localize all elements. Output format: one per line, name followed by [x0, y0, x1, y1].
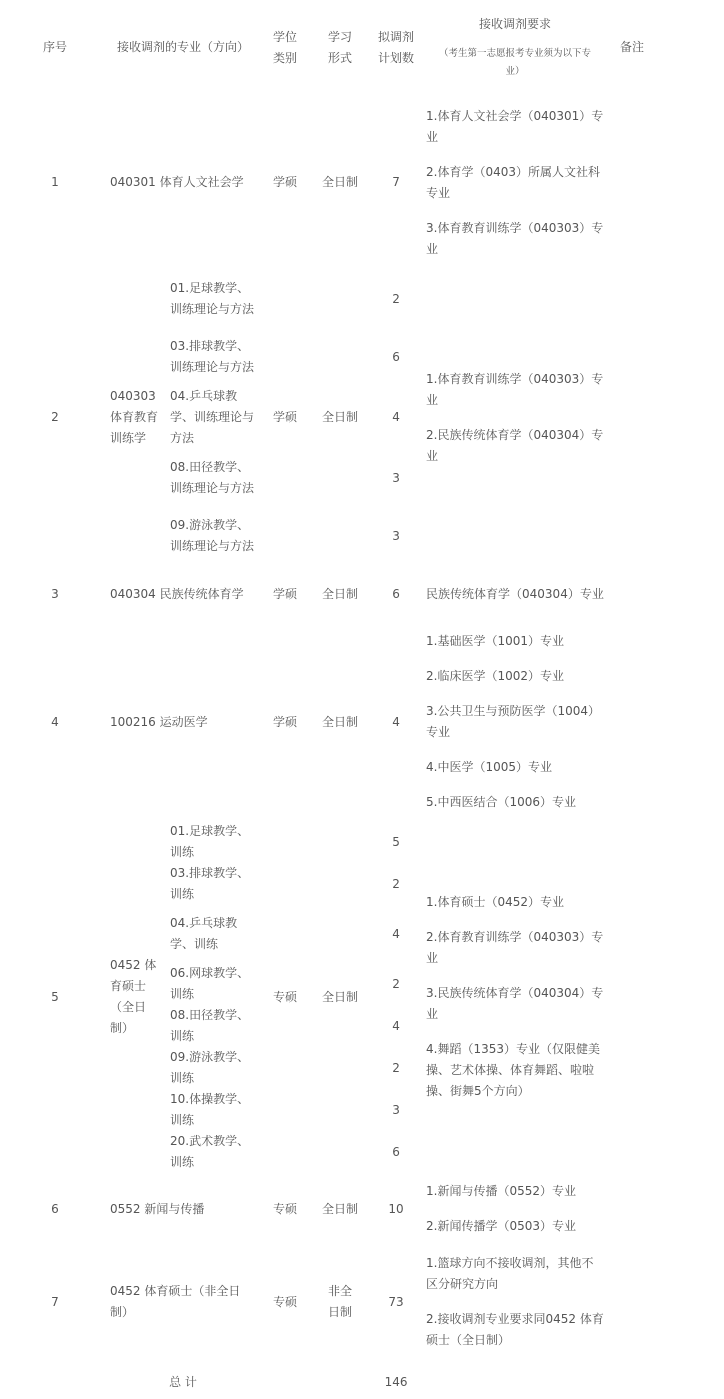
- row-count: 7: [392, 175, 400, 189]
- row-mode: 全日制: [322, 586, 359, 601]
- requirement-item: 2.民族传统体育学（040304）专业: [426, 427, 604, 463]
- direction-count: 6: [392, 1144, 400, 1159]
- direction-item: 03.排球教学、训练理论与方法: [170, 339, 255, 374]
- row-requirements: [426, 270, 604, 565]
- direction-count: 6: [392, 349, 400, 364]
- direction-item: 01.足球教学、训练: [170, 824, 250, 859]
- row-count: 10: [388, 1201, 404, 1216]
- requirement-item: 1.体育人文社会学（040301）专业: [426, 108, 604, 144]
- row-major: 100216 运动医学: [110, 714, 208, 729]
- direction-count: 4: [392, 926, 400, 941]
- table-row: [0, 821, 660, 863]
- row-requirements: [426, 565, 604, 623]
- row-requirements: [426, 821, 604, 1173]
- direction-count: 3: [392, 470, 400, 485]
- row-mode: 全日制: [322, 175, 359, 189]
- table-row: [0, 95, 660, 270]
- row-no: 3: [51, 586, 59, 601]
- header-major: 接收调剂的专业（方向）: [117, 40, 250, 54]
- row-major: 040303 体育教育训练学: [110, 389, 159, 445]
- row-remark: [604, 623, 660, 821]
- row-remark: [604, 821, 660, 1173]
- requirement-item: 4.中医学（1005）专业: [426, 760, 553, 774]
- row-no: 5: [51, 989, 59, 1004]
- direction-count: 4: [392, 1018, 400, 1033]
- row-no: 6: [51, 1201, 59, 1216]
- direction-item: 10.体操教学、训练: [170, 1092, 250, 1127]
- row-remark: [604, 270, 660, 565]
- total-label: 总 计: [169, 1374, 197, 1389]
- row-remark: [604, 1245, 660, 1359]
- row-no: 4: [51, 714, 59, 729]
- requirement-item: 3.公共卫生与预防医学（1004）专业: [426, 704, 601, 739]
- requirement-item: 1.新闻与传播（0552）专业: [426, 1184, 577, 1198]
- direction-count: 5: [392, 834, 400, 849]
- direction-item: 09.游泳教学、训练: [170, 1050, 250, 1085]
- total-empty-remark: [604, 1359, 660, 1399]
- direction-count: 3: [392, 528, 400, 543]
- total-empty-mode: [314, 1359, 366, 1399]
- direction-count: 2: [392, 876, 400, 891]
- row-remark: [604, 565, 660, 623]
- row-major: 0552 新闻与传播: [110, 1201, 205, 1216]
- requirement-item: 5.中西医结合（1006）专业: [426, 795, 577, 809]
- header-requirements-note: （考生第一志愿报考专业须为以下专业）: [439, 48, 592, 77]
- row-degree: 专硕: [273, 1294, 298, 1309]
- header-study-mode: 学习形式: [328, 29, 353, 65]
- row-no: 2: [51, 410, 59, 424]
- header-no: 序号: [42, 40, 67, 54]
- requirement-item: 2.新闻传播学（0503）专业: [426, 1219, 577, 1233]
- row-count: 6: [392, 586, 400, 601]
- direction-item: 03.排球教学、训练: [170, 866, 250, 901]
- table-header: [0, 0, 660, 95]
- row-degree: 专硕: [273, 1201, 298, 1216]
- direction-count: 2: [392, 1060, 400, 1075]
- row-degree: 学硕: [273, 586, 298, 601]
- requirement-item: 4.舞蹈（1353）专业（仅限健美操、艺术体操、体育舞蹈、啦啦操、街舞5个方向）: [426, 1042, 601, 1098]
- row-mode: 全日制: [322, 410, 359, 424]
- direction-item: 20.武术教学、训练: [170, 1134, 250, 1169]
- requirement-item: 3.民族传统体育学（040304）专业: [426, 986, 604, 1021]
- row-degree: 学硕: [273, 410, 298, 424]
- table-row: [0, 1245, 660, 1359]
- row-no: 1: [51, 175, 59, 189]
- row-count: 4: [392, 714, 400, 729]
- direction-item: 04.乒乓球教学、训练理论与方法: [170, 389, 255, 445]
- header-remark: 备注: [620, 40, 645, 54]
- requirement-item: 2.接收调剂专业要求同0452 体育硕士（全日制）: [426, 1312, 604, 1347]
- requirement-item: 1.基础医学（1001）专业: [426, 634, 565, 648]
- row-requirements: [426, 623, 604, 821]
- row-mode: 非全日制: [328, 1284, 353, 1319]
- total-count: 146: [384, 1374, 408, 1389]
- row-major: 0452 体育硕士（非全日制）: [110, 1284, 241, 1319]
- table-row: [0, 1173, 660, 1245]
- row-no: 7: [51, 1294, 59, 1309]
- row-remark: [604, 1173, 660, 1245]
- total-row: [0, 1359, 660, 1399]
- header-degree-type: 学位类别: [273, 29, 298, 65]
- requirement-item: 2.体育教育训练学（040303）专业: [426, 930, 604, 965]
- row-major: 040304 民族传统体育学: [110, 586, 244, 601]
- direction-count: 2: [392, 976, 400, 991]
- row-requirements: [426, 95, 604, 270]
- requirement-item: 1.体育硕士（0452）专业: [426, 895, 565, 909]
- row-degree: 学硕: [273, 175, 298, 189]
- direction-item: 08.田径教学、训练: [170, 1008, 250, 1043]
- row-major: 0452 体育硕士（全日制）: [110, 958, 157, 1035]
- row-requirements: [426, 1245, 604, 1359]
- header-plan-count: 拟调剂计划数: [378, 29, 415, 65]
- requirement-item: 民族传统体育学（040304）专业: [426, 586, 604, 601]
- table-row: [0, 623, 660, 821]
- row-degree: 专硕: [273, 989, 298, 1004]
- requirement-item: 2.体育学（0403）所属人文社科专业: [426, 164, 601, 200]
- requirement-item: 1.体育教育训练学（040303）专业: [426, 371, 604, 407]
- row-remark: [604, 95, 660, 270]
- row-mode: 全日制: [322, 714, 359, 729]
- header-requirements-title: 接收调剂要求: [479, 17, 552, 31]
- header-requirements: [426, 0, 604, 95]
- row-major: 040301 体育人文社会学: [110, 175, 244, 189]
- row-mode: 全日制: [322, 989, 359, 1004]
- direction-count: 4: [392, 410, 400, 424]
- direction-count: 2: [392, 291, 400, 306]
- requirement-item: 2.临床医学（1002）专业: [426, 669, 565, 683]
- requirement-item: 1.篮球方向不接收调剂，其他不区分研究方向: [426, 1256, 594, 1291]
- row-mode: 全日制: [322, 1201, 359, 1216]
- row-count: 73: [388, 1294, 404, 1309]
- total-empty-req: [426, 1359, 604, 1399]
- row-requirements: [426, 1173, 604, 1245]
- direction-item: 09.游泳教学、训练理论与方法: [170, 518, 255, 553]
- direction-item: 04.乒乓球教学、训练: [170, 916, 238, 951]
- total-empty-degree: [256, 1359, 314, 1399]
- row-degree: 学硕: [273, 714, 298, 729]
- direction-item: 01.足球教学、训练理论与方法: [170, 281, 255, 316]
- table-row: [0, 270, 660, 328]
- requirement-item: 3.体育教育训练学（040303）专业: [426, 220, 604, 256]
- table-row: [0, 565, 660, 623]
- direction-item: 08.田径教学、训练理论与方法: [170, 460, 255, 495]
- direction-count: 3: [392, 1102, 400, 1117]
- direction-item: 06.网球教学、训练: [170, 966, 250, 1001]
